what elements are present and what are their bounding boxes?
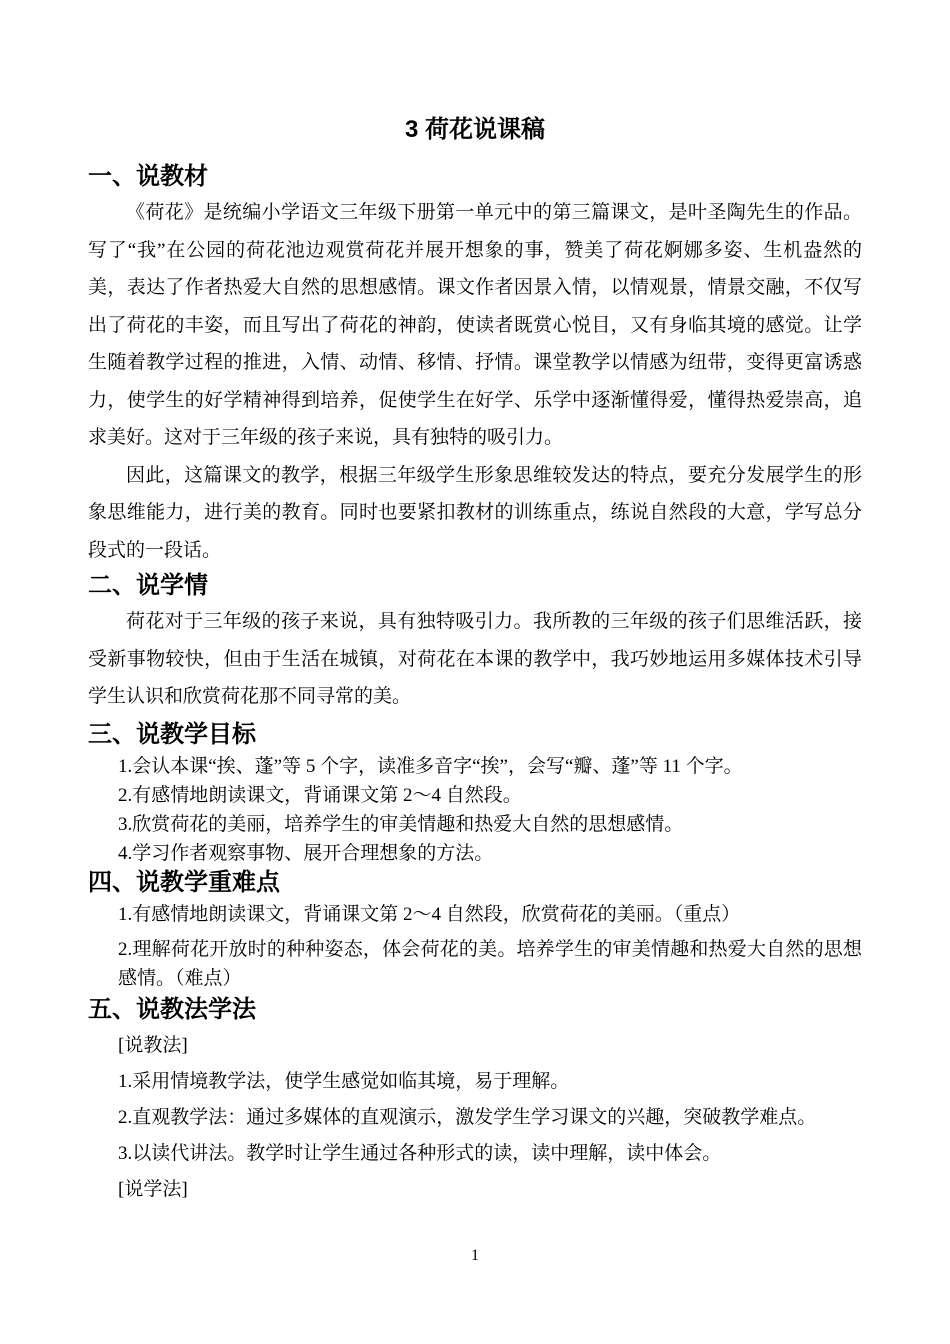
method-label: [说教法] bbox=[118, 1034, 188, 1056]
list-item: 4.学习作者观察事物、展开合理想象的方法。 bbox=[118, 842, 494, 864]
body-paragraph: 荷花对于三年级的孩子来说，具有独特吸引力。我所教的三年级的孩子们思维活跃，接受新事物较快，但由于生活在城镇，对荷花在本课的教学中，我巧妙地运用多媒体技术引导学生认识和欣赏荷花那不同寻常的美。 bbox=[88, 611, 862, 707]
list-item: 3.欣赏荷花的美丽，培养学生的审美情趣和热爱大自然的思想感情。 bbox=[118, 813, 684, 835]
body-paragraph: 因此，这篇课文的教学，根据三年级学生形象思维较发达的特点，要充分发展学生的形象思维能力，进行美的教育。同时也要紧扣教材的训练重点，练说自然段的大意，学写总分段式的一段话。 bbox=[88, 464, 862, 561]
list-item: 2.直观教学法：通过多媒体的直观演示，激发学生学习课文的兴趣，突破教学难点。 bbox=[118, 1106, 817, 1128]
section-heading-teaching-methods: 五、说教法学法 bbox=[88, 995, 256, 1023]
section-heading-key-difficult-points: 四、说教学重难点 bbox=[88, 868, 280, 896]
document-title: 3 荷花说课稿 bbox=[404, 116, 545, 143]
list-item: 2.有感情地朗读课文，背诵课文第 2～4 自然段。 bbox=[118, 784, 522, 806]
list-item: 1.有感情地朗读课文，背诵课文第 2～4 自然段，欣赏荷花的美丽。（重点） bbox=[118, 903, 741, 925]
list-item: 1.会认本课“挨、蓬”等 5 个字，读准多音字“挨”，会写“瓣、蓬”等 11 个字。 bbox=[118, 755, 743, 777]
list-item: 1.采用情境教学法，使学生感觉如临其境，易于理解。 bbox=[118, 1070, 570, 1092]
section-heading-teaching-material: 一、说教材 bbox=[88, 163, 208, 190]
method-label: [说学法] bbox=[118, 1178, 188, 1200]
list-item: 3.以读代讲法。教学时让学生通过各种形式的读，读中理解，读中体会。 bbox=[118, 1142, 722, 1164]
section-heading-teaching-goals: 三、说教学目标 bbox=[88, 720, 256, 748]
list-item: 2.理解荷花开放时的种种姿态，体会荷花的美。培养学生的审美情趣和热爱大自然的思想感情。（难点） bbox=[118, 938, 862, 989]
page-number: 1 bbox=[471, 1247, 479, 1264]
section-heading-learner-analysis: 二、说学情 bbox=[88, 572, 208, 599]
body-paragraph: 《荷花》是统编小学语文三年级下册第一单元中的第三篇课文，是叶圣陶先生的作品。写了“我”在公园的荷花池边观赏荷花并展开想象的事，赞美了荷花婀娜多姿、生机盎然的美，表达了作者热爱大自然的思想感情。课文作者因景入情，以情观景，情景交融，不仅写出了荷花的丰姿，而且写出了荷花的神韵，使读者既赏心悦目，又有身临其境的感觉。让学生随着教学过程的推进，入情、动情、移情、抒情。课堂教学以情感为纽带，变得更富诱惑力，使学生的好学精神得到培养，促使学生在好学、乐学中逐渐懂得爱，懂得热爱崇高，追求美好。这对于三年级的孩子来说，具有独特的吸引力。 bbox=[88, 202, 862, 448]
